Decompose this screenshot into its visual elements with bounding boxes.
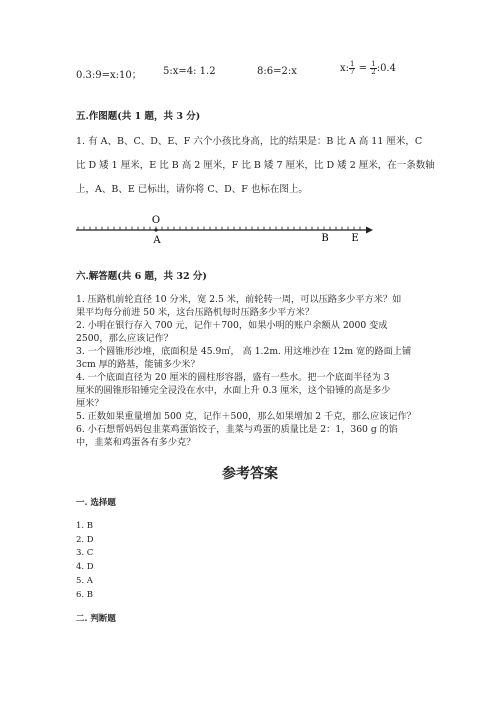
question-line: 4. 一个底面直径为 20 厘米的圆柱形容器，盛有一些水。把一个底面半径为 3 <box>76 372 390 383</box>
answer-item: 2. D <box>76 534 94 545</box>
equation-3: 8:6=2:x <box>257 66 297 77</box>
answer-item: 3. C <box>76 548 94 559</box>
number-line <box>72 210 382 250</box>
number-line-arrow <box>366 227 373 234</box>
equation-4-equals: = <box>355 63 371 74</box>
answer-item: 5. A <box>76 575 93 586</box>
question-line: 5. 正数如果重量增加 500 克，记作＋500，那么如果增加 2 千克，那么应该记作？ <box>76 411 416 422</box>
answer-item: 6. B <box>76 589 94 600</box>
equation-4 <box>340 61 396 76</box>
point-e-label: E <box>351 233 359 244</box>
answer-item: 1. B <box>76 521 94 531</box>
origin-label: O <box>151 215 161 226</box>
section-5-line-1: 1. 有 A、B、C、D、E、F 六个小孩比身高，比的结果是：B 比 A 高 11 厘米，C <box>76 136 423 147</box>
question-line: 厘米的圆锥形铅锤完全浸没在水中，水面上升 0.3 厘米，这个铅锤的高是多少 <box>76 385 391 396</box>
section-5-line-2: 比 D 矮 1 厘米，E 比 B 高 2 厘米，F 比 B 矮 7 厘米，比 D 矮 2 厘米，在一条数轴 <box>76 160 435 171</box>
question-line: 果平均每分前进 50 米，这台压路机每时压路多少平方米？ <box>76 307 315 318</box>
fraction-1-numerator: 1 <box>350 60 355 68</box>
choice-answers-title: 一. 选择题 <box>76 498 116 508</box>
question-line: 1. 压路机前轮直径 10 分米，宽 2.5 米，前轮转一周，可以压路多少平方米？如 <box>76 294 402 305</box>
question-line: 2500，那么应该记作？ <box>76 333 173 344</box>
point-b-label: B <box>321 233 329 244</box>
section-6-title: 六.解答题(共 6 题，共 32 分) <box>76 271 207 282</box>
section-5-title: 五.作图题(共 1 题，共 3 分) <box>76 111 201 122</box>
fraction-2-denominator: 2 <box>371 68 376 76</box>
question-line: 中，韭菜和鸡蛋各有多少克？ <box>76 437 196 448</box>
question-line: 厘米？ <box>76 398 104 409</box>
section-5-line-3: 上，A、B、E 已标出，请你将 C、D、F 也标在图上。 <box>76 184 308 195</box>
equation-4-prefix: x: <box>340 63 350 74</box>
question-line: 3. 一个圆锥形沙堆，底面积是 45.9㎡， 高 1.2m. 用这堆沙在 12m 宽的路面上铺 <box>76 346 412 357</box>
answer-item: 4. D <box>76 562 94 573</box>
equation-2: 5:x=4: 1.2 <box>163 66 216 77</box>
equation-4-suffix: :0.4 <box>376 63 396 74</box>
answer-key-title: 参考答案 <box>222 466 278 482</box>
question-line: 6. 小石想帮妈妈包韭菜鸡蛋馅饺子，韭菜与鸡蛋的质量比是 2：1，360 g 的馅 <box>76 424 398 435</box>
origin-point <box>154 228 157 231</box>
section-6-questions <box>76 293 436 449</box>
point-a-label: A <box>153 235 161 246</box>
fraction-2-numerator: 1 <box>371 60 376 68</box>
judge-answers-title: 二. 判断题 <box>76 614 116 624</box>
choice-answers-list <box>76 520 94 602</box>
equation-1: 0.3:9=x:10； <box>76 70 142 81</box>
fraction-1-denominator: 7 <box>350 68 355 76</box>
question-line: 3cm 厚的路基，能铺多少米？ <box>76 359 200 370</box>
question-line: 2. 小明在银行存入 700 元，记作＋700，如果小明的账户余额从 2000 变成 <box>76 320 388 331</box>
